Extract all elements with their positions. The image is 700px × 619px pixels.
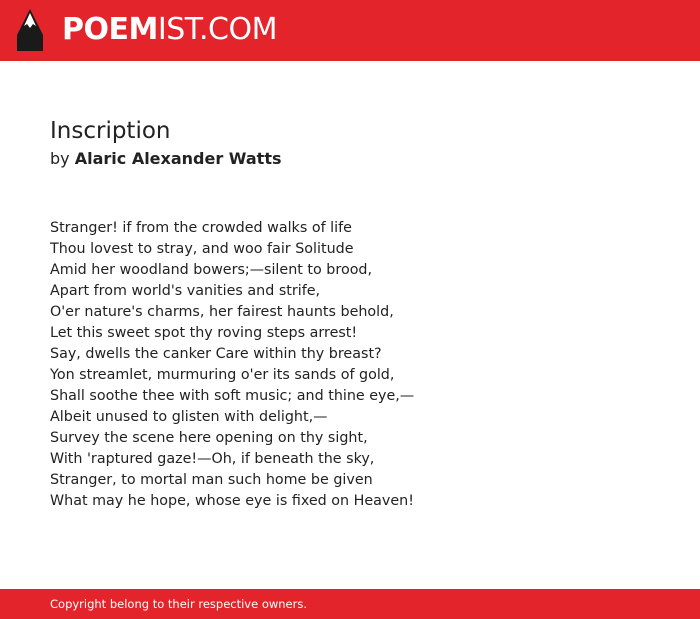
logo-text-light: IST.COM — [157, 12, 277, 47]
logo-text-bold: POEM — [62, 12, 158, 47]
poem-body — [50, 218, 414, 512]
pencil-mountain-icon — [17, 9, 43, 51]
poem-line: Amid her woodland bowers;—silent to brood, — [50, 262, 373, 278]
site-footer — [0, 589, 700, 619]
poem-line: What may he hope, whose eye is fixed on Heaven! — [50, 493, 414, 509]
poem-line: With 'raptured gaze!—Oh, if beneath the sky, — [50, 451, 375, 467]
poem-line: O'er nature's charms, her fairest haunts behold, — [50, 304, 394, 320]
poem-line: Survey the scene here opening on thy sight, — [50, 430, 368, 446]
poem-line: Let this sweet spot thy roving steps arrest! — [50, 325, 358, 341]
poem-line: Say, dwells the canker Care within thy breast? — [50, 346, 382, 362]
site-logo-text — [62, 12, 277, 48]
by-label: by — [50, 149, 70, 168]
poem-line: Stranger, to mortal man such home be given — [50, 472, 373, 488]
poem-line: Yon streamlet, murmuring o'er its sands of gold, — [50, 367, 395, 383]
poem-line: Albeit unused to glisten with delight,— — [50, 409, 328, 425]
poem-line: Shall soothe thee with soft music; and thine eye,— — [50, 388, 415, 404]
poem-line: Apart from world's vanities and strife, — [50, 283, 321, 299]
copyright-text: Copyright belong to their respective owners. — [50, 597, 308, 611]
poem-line: Thou lovest to stray, and woo fair Solitude — [50, 241, 354, 257]
poem-line: Stranger! if from the crowded walks of life — [50, 220, 352, 236]
poem-byline — [50, 148, 282, 170]
poem-author: Alaric Alexander Watts — [74, 149, 282, 168]
site-header — [0, 0, 700, 61]
poem-title: Inscription — [50, 118, 171, 144]
